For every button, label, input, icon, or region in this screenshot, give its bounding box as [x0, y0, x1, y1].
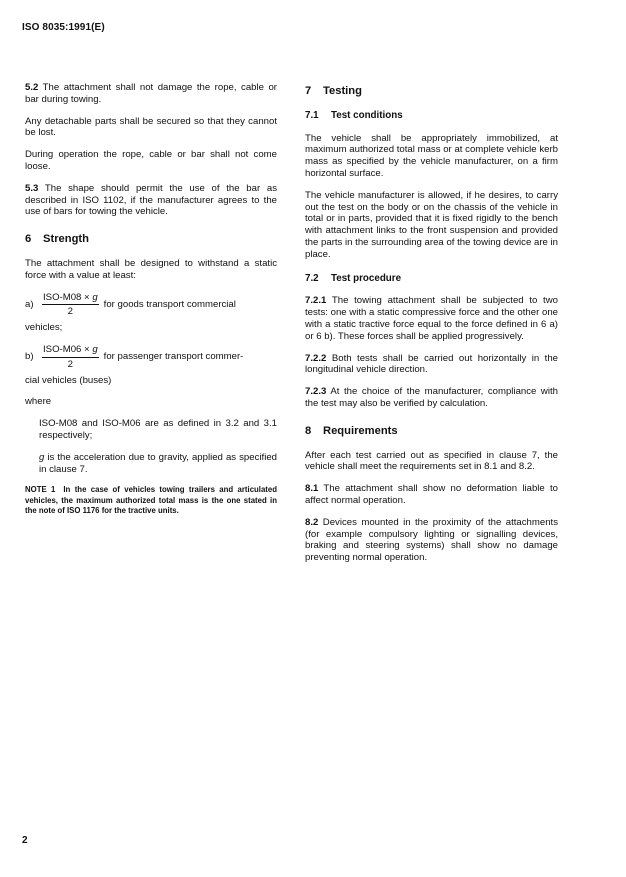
- paragraph-8-2: [305, 517, 558, 564]
- heading-number: 7.2: [305, 272, 319, 284]
- heading-6-strength: [25, 234, 277, 246]
- where-label: where: [25, 396, 52, 408]
- left-column: [25, 82, 277, 526]
- paragraph-text: Both tests shall be carried out horizontally in the longitudinal vehicle direction.: [305, 352, 558, 376]
- paragraph-text: The towing attachment shall be subjected to two tests: one with a static compressive force and the other one with a static tractive force equal to the force defined in 6 a) or 6 b). These forces shall be applied progressively.: [305, 295, 558, 342]
- clause-number: 7.2.2: [305, 352, 327, 364]
- clause-number: 8.1: [305, 483, 319, 495]
- paragraph-text: The attachment shall not damage the rope, cable or bar during towing.: [25, 82, 277, 105]
- heading-number: 7: [305, 85, 312, 97]
- g-symbol: g: [39, 451, 45, 463]
- heading-7-2: [305, 273, 558, 285]
- clause-number: 7.2.3: [305, 386, 327, 398]
- paragraph-detachable-parts: Any detachable parts shall be secured so that they cannot be lost.: [25, 115, 277, 139]
- heading-number: 6: [25, 233, 32, 246]
- paragraph-during-operation: During operation the rope, cable or bar shall not come loose.: [25, 149, 277, 172]
- heading-title: Strength: [43, 233, 89, 246]
- heading-7-testing: [305, 86, 558, 98]
- paragraph-text: At the choice of the manufacturer, compliance with the test may also be verified by calculation.: [305, 386, 558, 409]
- definition-text: is the acceleration due to gravity, applied as specified in clause 7.: [39, 451, 277, 475]
- paragraph-5-3: [25, 183, 277, 218]
- paragraph-text: The shape should permit the use of the bar as described in ISO 1102, if the manufacturer agrees to the use of bars for towing the vehicle.: [25, 182, 277, 218]
- page-header: ISO 8035:1991(E): [22, 22, 105, 33]
- formula-label: b): [25, 351, 34, 363]
- paragraph-8-1: [305, 483, 558, 507]
- heading-title: Test conditions: [331, 109, 403, 121]
- formula-b-continuation: cial vehicles (buses): [25, 374, 112, 386]
- fraction: [42, 292, 99, 319]
- paragraph-6: The attachment shall be designed to withstand a static force with a value at least:: [25, 257, 277, 281]
- formula-a-continuation: vehicles;: [25, 322, 63, 334]
- numerator-text: ISO-M06 ×: [43, 343, 93, 355]
- note-label: NOTE 1: [25, 485, 56, 495]
- page-number: 2: [22, 835, 28, 846]
- definition-iso: ISO-M08 and ISO-M06 are as defined in 3.2 and 3.1 respectively;: [39, 418, 277, 441]
- formula-text: for goods transport commercial: [103, 298, 236, 310]
- clause-number: 5.3: [25, 182, 39, 194]
- numerator-text: ISO-M08 ×: [43, 291, 93, 303]
- definition-g: [39, 452, 277, 476]
- note-text: In the case of vehicles towing trailers and articulated vehicles, the maximum authorized total mass is the one stated in the note of ISO 1176 for the tractive units.: [25, 485, 277, 515]
- fraction-denominator: 2: [67, 306, 73, 318]
- heading-title: Test procedure: [331, 272, 402, 284]
- clause-number: 5.2: [25, 82, 39, 93]
- paragraph-8: After each test carried out as specified in clause 7, the vehicle shall meet the requirements set in 8.1 and 8.2.: [305, 449, 558, 473]
- heading-title: Requirements: [323, 424, 398, 437]
- heading-8-requirements: [305, 426, 558, 438]
- heading-number: 7.1: [305, 109, 319, 121]
- formula-b: [25, 344, 277, 371]
- clause-number: 7.2.1: [305, 295, 327, 307]
- fraction-numerator: [42, 292, 99, 306]
- paragraph-7-2-1: [305, 295, 558, 342]
- right-column: [305, 82, 558, 574]
- g-symbol: g: [92, 343, 98, 355]
- paragraph-text: The attachment shall show no deformation liable to affect normal operation.: [305, 483, 558, 506]
- paragraph-7-1-a: The vehicle shall be appropriately immobilized, at maximum authorized total mass or at complete vehicle kerb mass as specified by the vehicle manufacturer, on a firm horizontal surface.: [305, 132, 558, 179]
- formula-text: for passenger transport commer-: [103, 351, 244, 363]
- fraction: [42, 344, 99, 371]
- fraction-numerator: [42, 344, 99, 358]
- paragraph-5-2: [25, 82, 277, 106]
- formula-a: [25, 292, 277, 319]
- note-1: [25, 485, 277, 516]
- formula-label: a): [25, 298, 34, 310]
- paragraph-7-2-3: [305, 386, 558, 410]
- paragraph-7-2-2: [305, 353, 558, 377]
- heading-title: Testing: [323, 85, 362, 97]
- g-symbol: g: [92, 291, 98, 303]
- clause-number: 8.2: [305, 516, 319, 528]
- fraction-denominator: 2: [67, 358, 73, 370]
- paragraph-7-1-b: The vehicle manufacturer is allowed, if he desires, to carry out the test on the body or on the chassis of the vehicle in total or in parts, provided that it is fixed rigidly to the bench with attachment links to the front suspension and provided the parts in the surrounding area of the towing device are in place.: [305, 189, 558, 260]
- paragraph-text: Devices mounted in the proximity of the attachments (for example compulsory lighting or signalling devices, braking and steering systems) shall show no damage preventing normal operation.: [305, 516, 558, 564]
- heading-7-1: [305, 110, 558, 122]
- heading-number: 8: [305, 424, 312, 437]
